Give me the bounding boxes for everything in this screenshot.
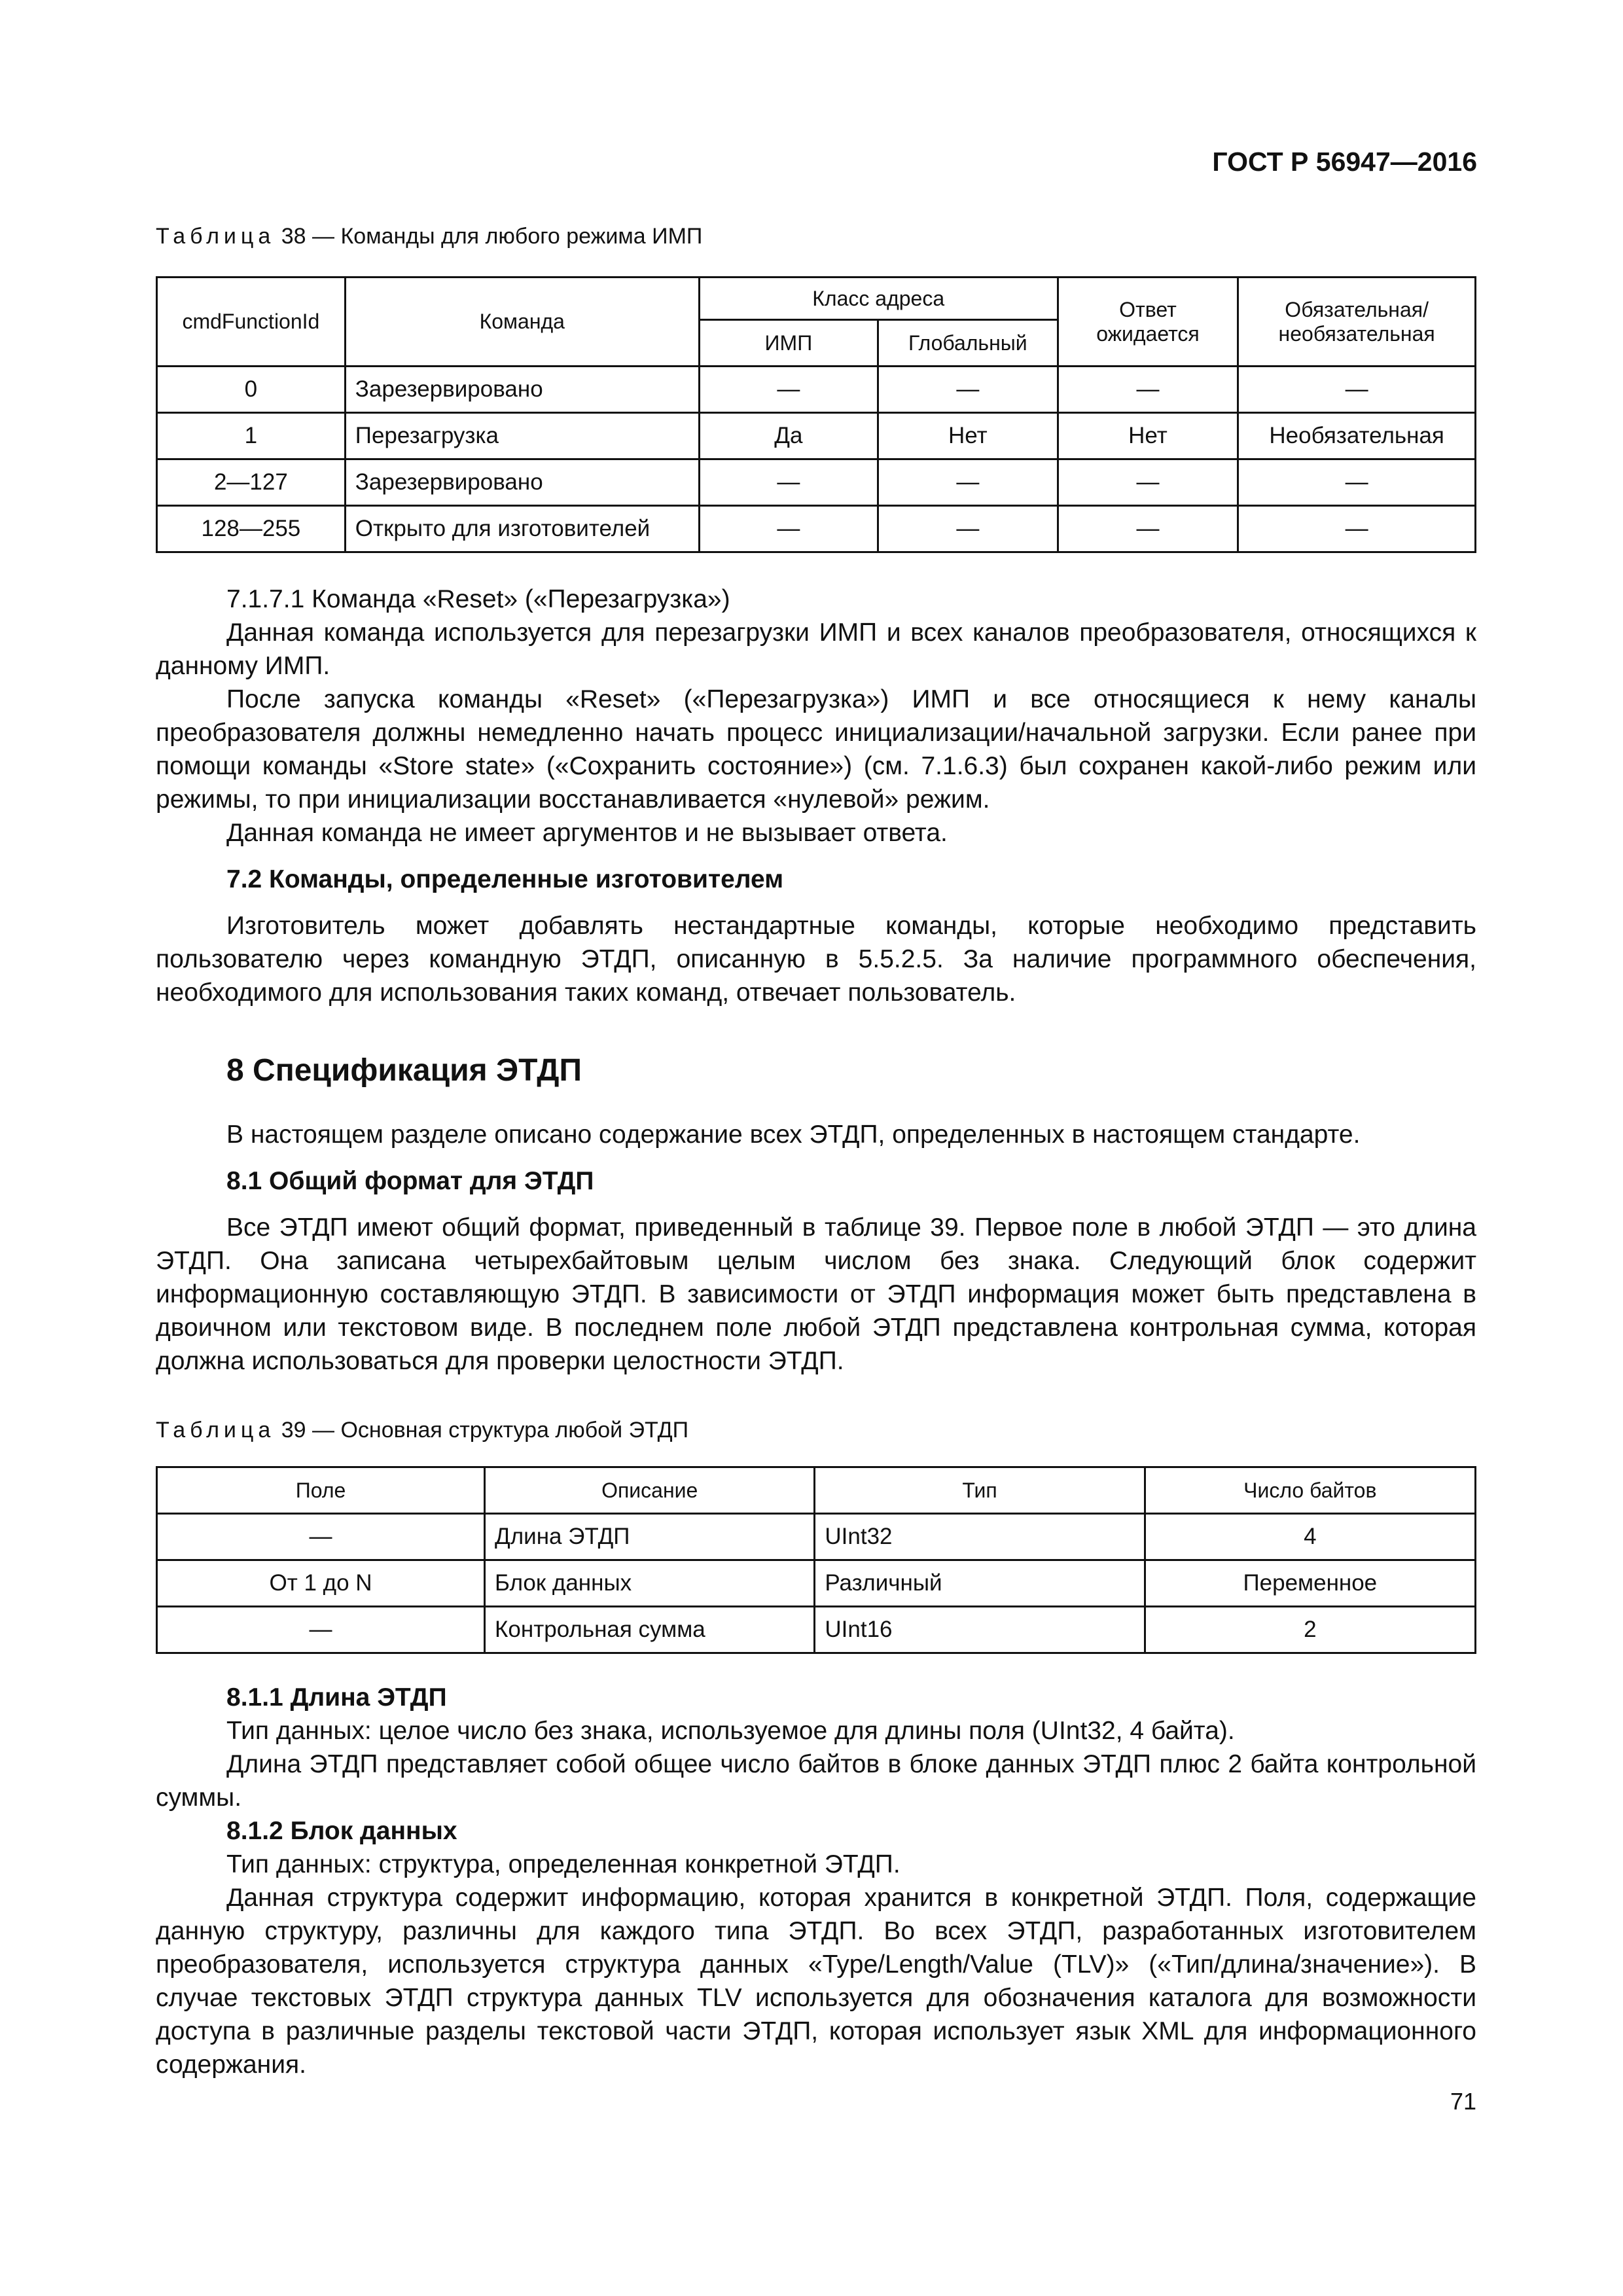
table38-caption-prefix: Таблица — [156, 224, 276, 249]
table-38 — [156, 276, 1476, 553]
table39-caption-prefix: Таблица — [156, 1418, 276, 1443]
page-number: 71 — [1450, 2088, 1476, 2115]
cell-function-id: 0 — [157, 367, 346, 413]
table-39 — [156, 1466, 1476, 1654]
section-7171-title: 7.1.7.1 Команда «Reset» («Перезагрузка») — [226, 585, 730, 613]
header-address-class: Класс адреса — [699, 278, 1058, 320]
table-row — [157, 367, 1476, 413]
cell-type: UInt16 — [815, 1607, 1145, 1653]
header-function-id: cmdFunctionId — [157, 278, 346, 367]
header-byte-count: Число байтов — [1145, 1467, 1475, 1514]
table39-caption — [156, 1418, 688, 1443]
cell-function-id: 128—255 — [157, 506, 346, 552]
header-field: Поле — [157, 1467, 485, 1514]
cell-command: Зарезервировано — [345, 367, 699, 413]
cell-description: Длина ЭТДП — [485, 1514, 815, 1560]
text-block-81 — [156, 1681, 1476, 2081]
section-81-title: 8.1 Общий формат для ЭТДП — [226, 1167, 594, 1195]
cell-function-id: 1 — [157, 413, 346, 459]
header-global: Глобальный — [878, 320, 1058, 367]
cell-description: Контрольная сумма — [485, 1607, 815, 1653]
header-description: Описание — [485, 1467, 815, 1514]
section-811-p2: Длина ЭТДП представляет собой общее число байтов в блоке данных ЭТДП плюс 2 байта контрольной суммы. — [156, 1750, 1476, 1812]
cell-function-id: 2—127 — [157, 459, 346, 506]
table-row — [157, 1560, 1476, 1607]
cell-mandatory: — — [1238, 367, 1476, 413]
section-812-p1: Тип данных: структура, определенная конкретной ЭТДП. — [226, 1850, 901, 1878]
cell-field: От 1 до N — [157, 1560, 485, 1607]
cell-response: — — [1058, 459, 1238, 506]
cell-response: — — [1058, 506, 1238, 552]
header-response: Ответ ожидается — [1058, 278, 1238, 367]
cell-byte-count: Переменное — [1145, 1560, 1475, 1607]
cell-byte-count: 2 — [1145, 1607, 1475, 1653]
table-row — [157, 1514, 1476, 1560]
section-8-title: 8 Спецификация ЭТДП — [226, 1053, 582, 1088]
table-row — [157, 506, 1476, 552]
table39-header-row — [157, 1467, 1476, 1514]
section-812-p2: Данная структура содержит информацию, которая хранится в конкретной ЭТДП. Поля, содержащие данную структуру, различны для каждого типа ЭТДП. Во всех ЭТДП, разработанных изготовителем преобразователя, используется структура данных «Type/Length/Value (TLV)» («Тип/длина/значение»). В случае текстовых ЭТДП структура данных TLV используется для обозначения каталога для возможности доступа в различные разделы текстовой части ЭТДП, которая использует язык XML для информационного содержания. — [156, 1884, 1476, 2079]
cell-command: Зарезервировано — [345, 459, 699, 506]
table-row — [157, 413, 1476, 459]
cell-global: — — [878, 506, 1058, 552]
section-8-p1: В настоящем разделе описано содержание всех ЭТДП, определенных в настоящем стандарте. — [226, 1121, 1361, 1149]
cell-command: Открыто для изготовителей — [345, 506, 699, 552]
header-imp: ИМП — [699, 320, 878, 367]
cell-global: — — [878, 459, 1058, 506]
cell-mandatory: — — [1238, 506, 1476, 552]
section-81-p1: Все ЭТДП имеют общий формат, приведенный в таблице 39. Первое поле в любой ЭТДП — это длина ЭТДП. Она записана четырехбайтовым целым числом без знака. Следующий блок содержит информационную составляющую ЭТДП. В зависимости от ЭТДП информация может быть представлена в двоичном или текстовом виде. В последнем поле любой ЭТДП представлена контрольная сумма, которая должна использоваться для проверки целостности ЭТДП. — [156, 1213, 1476, 1375]
cell-field: — — [157, 1607, 485, 1653]
section-72-title: 7.2 Команды, определенные изготовителем — [226, 865, 784, 893]
table38-caption — [156, 224, 702, 249]
section-72-p1: Изготовитель может добавлять нестандартные команды, которые необходимо представить пользователю через командную ЭТДП, описанную в 5.5.2.5. За наличие программного обеспечения, необходимого для использования таких команд, отвечает пользователь. — [156, 912, 1476, 1007]
cell-global: — — [878, 367, 1058, 413]
cell-imp: Да — [699, 413, 878, 459]
text-block-8 — [156, 1118, 1476, 1378]
cell-byte-count: 4 — [1145, 1514, 1475, 1560]
header-mandatory: Обязательная/ необязательная — [1238, 278, 1476, 367]
section-7171-p2: После запуска команды «Reset» («Перезагрузка») ИМП и все относящиеся к нему каналы преобразователя должны немедленно начать процесс инициализации/начальной загрузки. Если ранее при помощи команды «Store state» («Сохранить состояние») (см. 7.1.6.3) был сохранен какой-либо режим или режимы, то при инициализации восстанавливается «нулевой» режим. — [156, 685, 1476, 814]
cell-type: Различный — [815, 1560, 1145, 1607]
section-812-title: 8.1.2 Блок данных — [226, 1817, 457, 1845]
cell-response: Нет — [1058, 413, 1238, 459]
table-row — [157, 459, 1476, 506]
table38-header-row — [157, 278, 1476, 320]
header-type: Тип — [815, 1467, 1145, 1514]
section-7171-p3: Данная команда не имеет аргументов и не вызывает ответа. — [226, 819, 948, 847]
header-command: Команда — [345, 278, 699, 367]
cell-field: — — [157, 1514, 485, 1560]
cell-description: Блок данных — [485, 1560, 815, 1607]
cell-mandatory: — — [1238, 459, 1476, 506]
cell-global: Нет — [878, 413, 1058, 459]
cell-type: UInt32 — [815, 1514, 1145, 1560]
section-811-p1: Тип данных: целое число без знака, используемое для длины поля (UInt32, 4 байта). — [226, 1717, 1235, 1745]
cell-mandatory: Необязательная — [1238, 413, 1476, 459]
table38-caption-title: 38 — Команды для любого режима ИМП — [281, 224, 703, 249]
table-row — [157, 1607, 1476, 1653]
standard-header: ГОСТ Р 56947—2016 — [1212, 147, 1477, 177]
cell-imp: — — [699, 459, 878, 506]
section-7171-p1: Данная команда используется для перезагрузки ИМП и всех каналов преобразователя, относящихся к данному ИМП. — [156, 619, 1476, 680]
cell-command: Перезагрузка — [345, 413, 699, 459]
cell-imp: — — [699, 367, 878, 413]
table39-caption-title: 39 — Основная структура любой ЭТДП — [281, 1418, 689, 1443]
section-811-title: 8.1.1 Длина ЭТДП — [226, 1683, 447, 1712]
text-block-7 — [156, 583, 1476, 1009]
cell-imp: — — [699, 506, 878, 552]
cell-response: — — [1058, 367, 1238, 413]
